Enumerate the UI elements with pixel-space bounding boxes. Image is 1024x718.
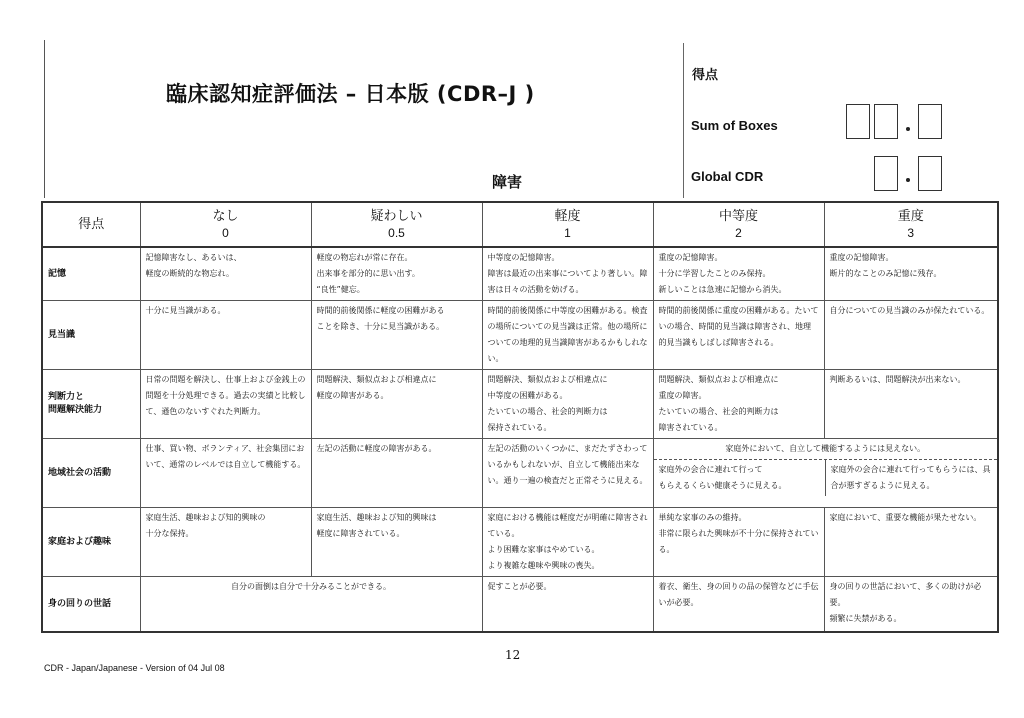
header-divider-rule [683, 43, 684, 198]
global-cdr-label: Global CDR [691, 169, 764, 184]
level-2-label: 中等度 [718, 208, 758, 224]
cell-judgment-05: 問題解決、類似点および相違点に 軽度の障害がある。 [311, 370, 482, 439]
cell-home-1: 家庭における機能は軽度だが明確に障害されている。 より困難な家事はやめている。 より複雑な趣味や興味の喪失。 [482, 508, 653, 577]
page-number: 12 [505, 648, 521, 662]
table-row-orientation [42, 301, 998, 370]
level-0-value: 0 [222, 225, 229, 240]
table-row-personal-care [42, 577, 998, 632]
cdr-rating-table [41, 201, 999, 633]
cell-orientation-05: 時間的前後関係に軽度の困難がある ことを除き、十分に見当識がある。 [311, 301, 482, 370]
cell-memory-0: 記憶障害なし、あるいは、 軽度の断続的な物忘れ。 [140, 247, 311, 301]
row-label-home: 家庭および趣味 [42, 508, 140, 577]
global-cdr-decimal-point [906, 178, 910, 182]
table-row-memory [42, 247, 998, 301]
cell-orientation-2: 時間的前後関係に重度の困難がある。たいていの場合、時間的見当識は障害され、地理的見当識もしばしば障害される。 [653, 301, 824, 370]
header-level-3 [824, 202, 998, 247]
header-level-0 [140, 202, 311, 247]
cell-judgment-1: 問題解決、類似点および相違点に 中等度の困難がある。 たいていの場合、社会的判断力は 保持されている。 [482, 370, 653, 439]
cell-personal-care-2: 着衣、衛生、身の回りの品の保管などに手伝いが必要。 [653, 577, 824, 632]
cell-orientation-0: 十分に見当識がある。 [140, 301, 311, 370]
header-left-rule [44, 40, 45, 198]
cell-community-05: 左記の活動に軽度の障害がある。 [311, 439, 482, 508]
cell-home-2: 単純な家事のみの維持。 非常に限られた興味が不十分に保持されている。 [653, 508, 824, 577]
level-05-label: 疑わしい [370, 208, 423, 224]
header-level-05 [311, 202, 482, 247]
level-2-value: 2 [735, 225, 742, 240]
row-label-judgment: 判断力と 問題解決能力 [42, 370, 140, 439]
score-label: 得点 [692, 68, 719, 83]
cell-personal-care-0-05: 自分の面倒は自分で十分みることができる。 [140, 577, 482, 632]
table-row-home [42, 508, 998, 577]
sum-of-boxes-decimal-digit[interactable] [918, 104, 942, 139]
table-header-row [42, 202, 998, 247]
header-level-2 [653, 202, 824, 247]
community-span-text: 家庭外において、自立して機能するようには見えない。 [725, 444, 926, 454]
level-05-value: 0.5 [388, 225, 405, 240]
cell-memory-1: 中等度の記憶障害。 障害は最近の出来事についてより著しい。障害は日々の活動を妨げる。 [482, 247, 653, 301]
cell-memory-2: 重度の記憶障害。 十分に学習したことのみ保持。 新しいことは急速に記憶から消失。 [653, 247, 824, 301]
cell-orientation-1: 時間的前後関係に中等度の困難がある。検査の場所についての見当識は正常。他の場所についての地理的見当識障害があるかもしれない。 [482, 301, 653, 370]
document-title: 臨床認知症評価法 – 日本版 (CDR–J ) [166, 82, 535, 106]
sum-of-boxes-label: Sum of Boxes [691, 118, 778, 133]
cell-judgment-2: 問題解決、類似点および相違点に 重度の障害。 たいていの場合、社会的判断力は 障害されている。 [653, 370, 824, 439]
cell-memory-05: 軽度の物忘れが常に存在。 出来事を部分的に思い出す。 “良性”健忘。 [311, 247, 482, 301]
level-3-label: 重度 [897, 208, 924, 224]
cell-community-1: 左記の活動のいくつかに、まだたずさわっているかもしれないが、自立して機能出来ない。通り一遍の検査だと正常そうに見える。 [482, 439, 653, 508]
header-score: 得点 [42, 202, 140, 247]
cell-personal-care-1: 促すことが必要。 [482, 577, 653, 632]
level-3-value: 3 [907, 225, 915, 240]
cell-community-0: 仕事、買い物、ボランティア、社会集団において、通常のレベルでは自立して機能する。 [140, 439, 311, 508]
community-split [654, 459, 998, 496]
table-row-judgment [42, 370, 998, 439]
cell-community-2-3 [653, 439, 998, 508]
row-label-memory: 記憶 [42, 247, 140, 301]
cell-home-05: 家庭生活、趣味および知的興味は 軽度に障害されている。 [311, 508, 482, 577]
cell-memory-3: 重度の記憶障害。 断片的なことのみ記憶に残存。 [824, 247, 998, 301]
sum-of-boxes-digit-1[interactable] [846, 104, 870, 139]
cell-personal-care-3: 身の回りの世話において、多くの助けが必要。 頻繁に失禁がある。 [824, 577, 998, 632]
row-label-orientation: 見当識 [42, 301, 140, 370]
header-level-1 [482, 202, 653, 247]
sum-of-boxes-digit-2[interactable] [874, 104, 898, 139]
level-0-label: なし [212, 208, 239, 224]
cell-community-2: 家庭外の会合に連れて行って もらえるくらい健康そうに見える。 [654, 460, 826, 496]
global-cdr-decimal-digit[interactable] [918, 156, 942, 191]
sum-of-boxes-decimal-point [906, 127, 910, 131]
global-cdr-digit[interactable] [874, 156, 898, 191]
row-label-community: 地域社会の活動 [42, 439, 140, 508]
cell-orientation-3: 自分についての見当識のみが保たれている。 [824, 301, 998, 370]
table-row-community [42, 439, 998, 508]
cell-home-3: 家庭において、重要な機能が果たせない。 [824, 508, 998, 577]
level-1-value: 1 [564, 225, 571, 240]
cell-community-3: 家庭外の会合に連れて行ってもらうには、具合が悪すぎるように見える。 [830, 465, 991, 491]
row-label-personal-care: 身の回りの世話 [42, 577, 140, 632]
level-1-label: 軽度 [554, 208, 581, 224]
cell-judgment-0: 日常の問題を解決し、仕事上および金銭上の問題を十分処理できる。過去の実績と比較して、遜色のないすぐれた判断力。 [140, 370, 311, 439]
cell-judgment-3: 判断あるいは、問題解決が出来ない。 [824, 370, 998, 439]
footer-version: CDR - Japan/Japanese - Version of 04 Jul 08 [44, 663, 225, 673]
impairment-heading: 障害 [492, 173, 523, 191]
cell-home-0: 家庭生活、趣味および知的興味の 十分な保持。 [140, 508, 311, 577]
